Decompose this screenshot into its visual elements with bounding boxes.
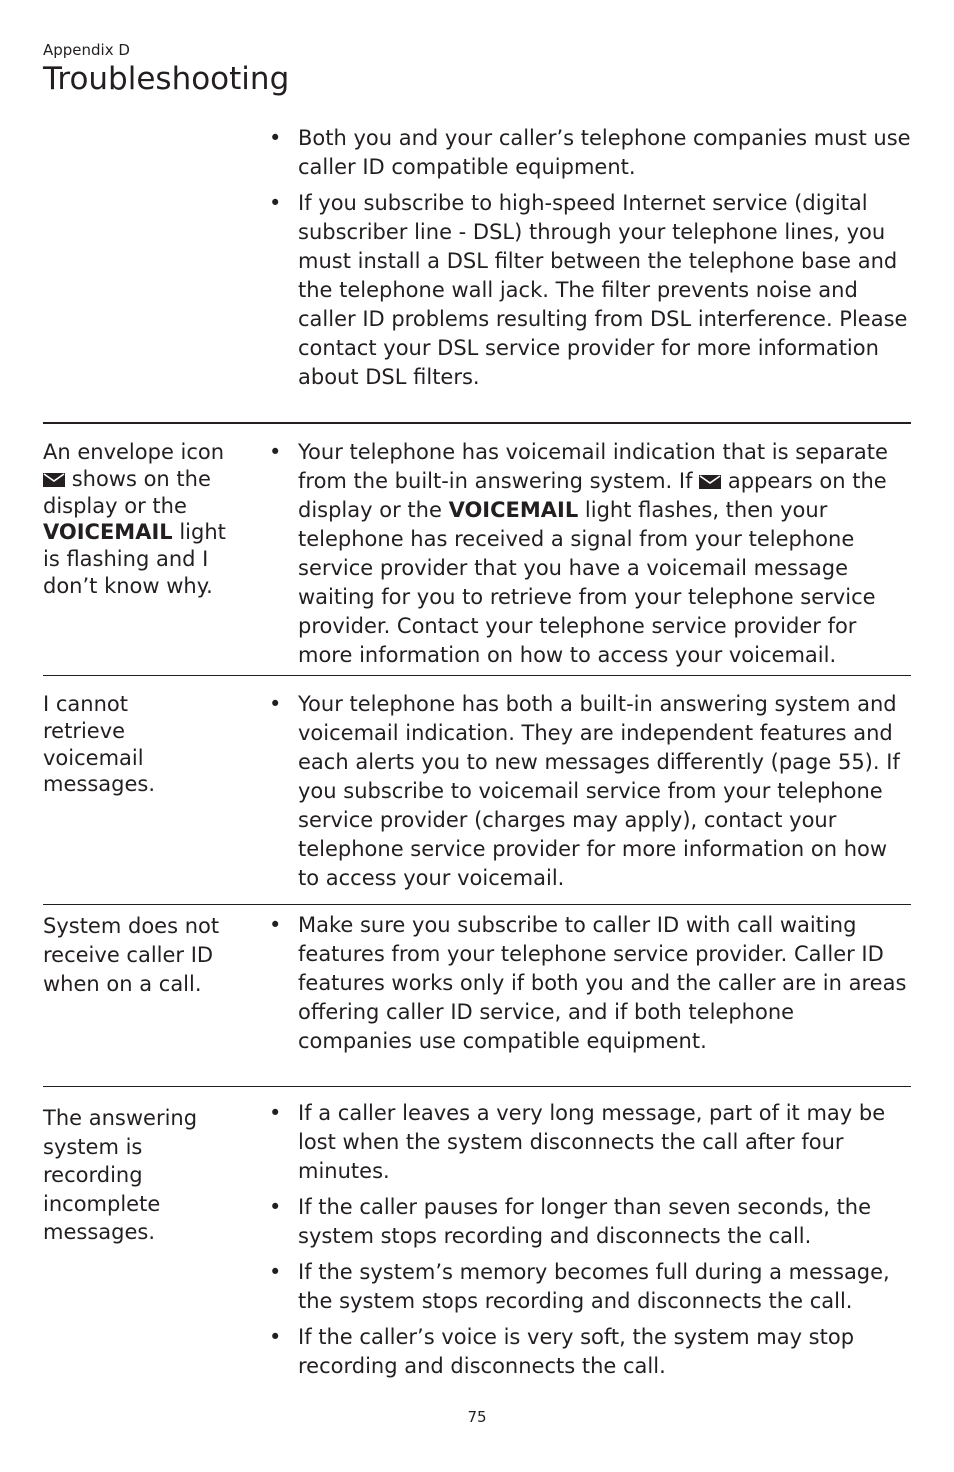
solution-item: • Make sure you subscribe to caller ID with call waiting features from your telephone service provider. Caller ID features works only if both you and the caller are in areas offering caller ID service, and if both telephone companies use compatible equipment. [269, 913, 907, 1053]
divider [43, 904, 911, 905]
problem-cell: An envelope icon shows on the display or the VOICEMAIL light is flashing and I don’t know why. [43, 440, 226, 598]
bullet: • [269, 1260, 282, 1284]
problem-cell: I cannot retrieve voicemail messages. [43, 692, 155, 797]
envelope-voicemail-icon [43, 473, 65, 487]
divider [43, 422, 911, 424]
problem-cell: The answering system is recording incomplete messages. [43, 1106, 198, 1245]
solution-list [269, 911, 911, 1063]
bullet: • [269, 1325, 282, 1349]
solution-item: • If the caller’s voice is very soft, the system may stop recording and disconnects the call. [269, 1325, 855, 1378]
bullet: • [269, 692, 282, 716]
solution-item: • If the system’s memory becomes full during a message, the system stops recording and disconnects the call. [269, 1260, 890, 1313]
solution-item: • If the caller pauses for longer than seven seconds, the system stops recording and disconnects the call. [269, 1195, 872, 1248]
solution-list [269, 438, 911, 677]
page-number: 75 [467, 1408, 487, 1426]
solution-list [269, 124, 911, 399]
problem-cell: System does not receive caller ID when on a call. [43, 914, 220, 996]
section-label: Appendix D [43, 41, 130, 59]
solution-item: • If a caller leaves a very long message, part of it may be lost when the system disconnects the call after four minutes. [269, 1101, 886, 1183]
divider [43, 1086, 911, 1087]
solution-list [269, 1099, 911, 1388]
bullet: • [269, 1195, 282, 1219]
divider [43, 675, 911, 676]
solution-item: • If you subscribe to high-speed Internet service (digital subscriber line - DSL) through your telephone lines, you must install a DSL filter between the telephone base and the telephone wall jack. The filter prevents noise and caller ID problems resulting from DSL interference. Please contact your DSL service provider for more information about DSL filters. [269, 191, 908, 389]
bullet: • [269, 1101, 282, 1125]
solution-item: • Your telephone has voicemail indication that is separate from the built-in answering system. If appears on the display or the VOICEMAIL light flashes, then your telephone has received a signal from your telephone service provider that you have a voicemail message waiting for you to retrieve from your telephone service provider. Contact your telephone service provider for more information on how to access your voicemail. [269, 440, 888, 667]
solution-item: • Both you and your caller’s telephone companies must use caller ID compatible equipment. [269, 126, 911, 179]
envelope-voicemail-icon [699, 475, 721, 489]
bullet: • [269, 126, 282, 150]
bullet: • [269, 440, 282, 464]
voicemail-keyword: VOICEMAIL [43, 520, 173, 545]
bullet: • [269, 191, 282, 215]
solution-list [269, 690, 911, 900]
voicemail-keyword: VOICEMAIL [448, 498, 579, 522]
bullet: • [269, 913, 282, 937]
page-title: Troubleshooting [43, 61, 290, 97]
solution-item: • Your telephone has both a built-in answering system and voicemail indication. They are independent features and each alerts you to new messages differently (page 55). If you subscribe to voicemail service from your telephone service provider (charges may apply), contact your telephone service provider for more information on how to access your voicemail. [269, 692, 900, 890]
